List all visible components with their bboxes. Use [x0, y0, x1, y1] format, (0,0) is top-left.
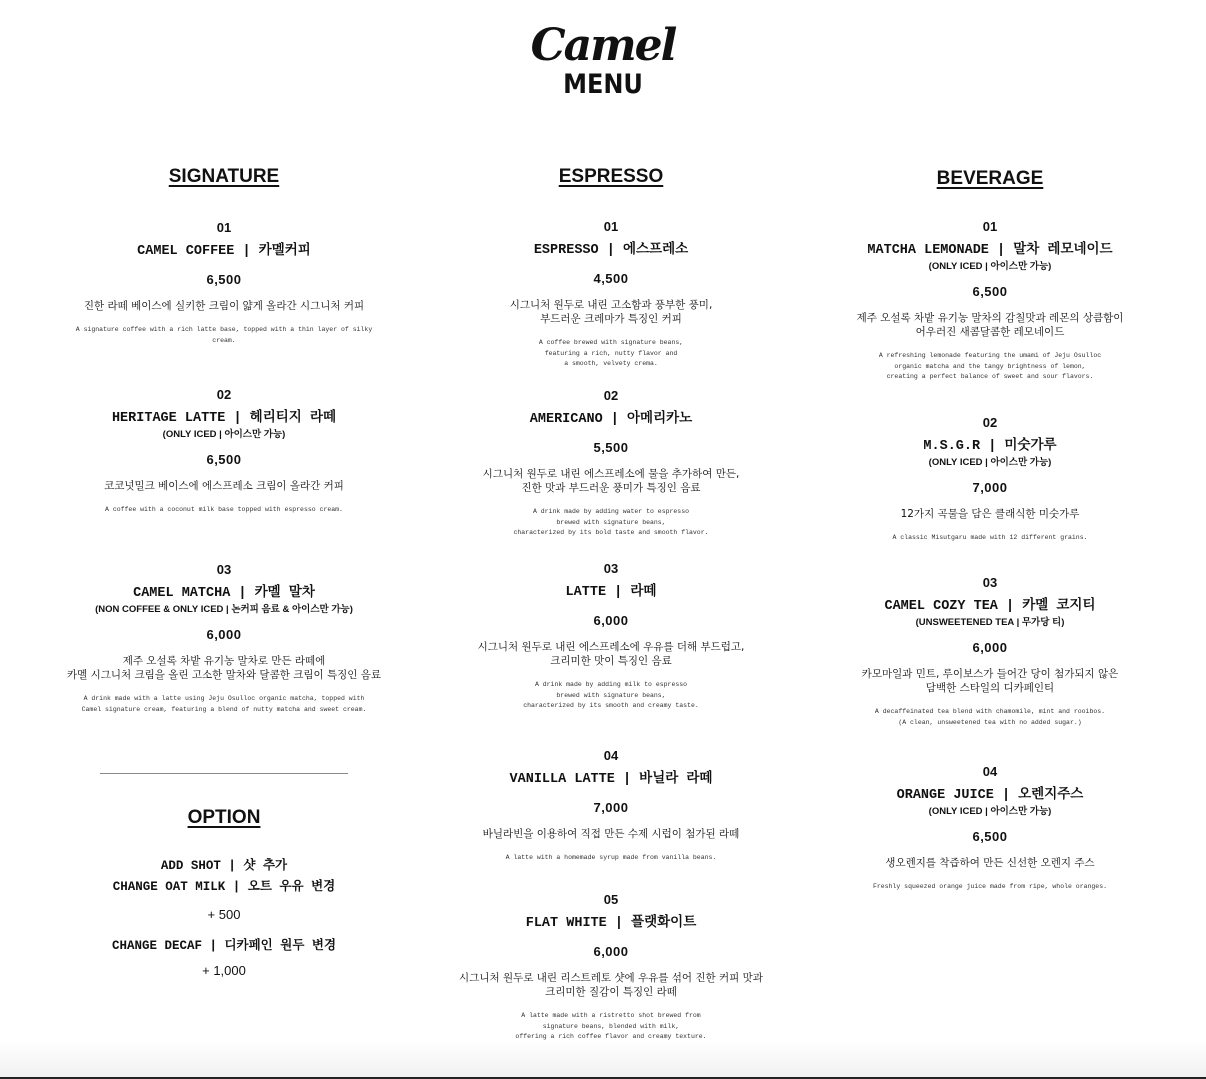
item-description-ko: 시그니처 원두로 내린 고소함과 풍부한 풍미, 부드러운 크레마가 특징인 커피	[509, 299, 713, 325]
item-name: ORANGE JUICE | 오렌지주스	[896, 788, 1084, 803]
item-number: 01	[216, 220, 232, 235]
item-description-en: Freshly squeezed orange juice made from ripe, whole oranges.	[872, 883, 1108, 890]
logo-menu-title: MENU	[563, 68, 643, 100]
item-note: (ONLY ICED | 아이스만 가능)	[162, 429, 286, 440]
item-name: MATCHA LEMONADE | 말차 레모네이드	[867, 243, 1113, 258]
item-description-ko: 생오렌지를 착즙하여 만든 신선한 오렌지 주스	[885, 857, 1095, 869]
item-name: ESPRESSO | 에스프레소	[533, 243, 689, 258]
menu-item	[830, 763, 1150, 893]
item-description-ko: 제주 오설록 차밭 유기농 말차의 감칠맛과 레몬의 상큼함이 어우러진 새콤달콤한 레모네이드	[856, 312, 1124, 338]
item-description-ko: 시그니처 원두로 내린 에스프레소에 물을 추가하여 만든, 진한 맛과 부드러운 풍미가 특징인 음료	[482, 468, 740, 494]
option-title: OPTION	[187, 807, 261, 828]
section-divider	[100, 773, 348, 774]
menu-item	[64, 561, 384, 715]
item-number: 04	[603, 748, 619, 763]
item-name: CAMEL MATCHA | 카멜 말차	[133, 586, 315, 601]
item-number: 04	[982, 764, 998, 779]
espresso-column	[451, 0, 771, 1079]
beverage-title: BEVERAGE	[936, 168, 1044, 189]
menu-item	[830, 414, 1150, 544]
item-description-ko: 진한 라떼 베이스에 실키한 크림이 얇게 올라간 시그니처 커피	[83, 300, 365, 312]
item-price: 6,000	[972, 640, 1008, 655]
item-description-ko: 제주 오설록 차밭 유기농 말차로 만든 라떼에 카멜 시그니처 크림을 올린 고소한 말차와 달콤한 크림이 특징인 음료	[66, 655, 382, 681]
item-name: LATTE | 라떼	[565, 585, 657, 600]
espresso-title: ESPRESSO	[558, 166, 664, 187]
item-description-en: A latte made with a ristretto shot brewed from signature beans, blended with milk, offering a rich coffee flavor and creamy texture.	[515, 1012, 707, 1040]
item-description-en: A classic Misutgaru made with 12 different grains.	[892, 534, 1088, 541]
item-description-en: A drink made with a latte using Jeju Osulloc organic matcha, topped with Camel signature cream, featuring a blend of nutty matcha and sweet cream.	[81, 695, 367, 713]
item-number: 03	[982, 575, 998, 590]
item-price: 7,000	[972, 480, 1008, 495]
item-price: 6,500	[206, 272, 242, 287]
option-decaf: CHANGE DECAF | 디카페인 원두 변경	[111, 939, 337, 953]
item-name: CAMEL COFFEE | 카멜커피	[137, 244, 311, 259]
option-oat-milk: CHANGE OAT MILK | 오트 우유 변경	[112, 880, 336, 894]
item-description-en: A coffee brewed with signature beans, featuring a rich, nutty flavor and a smooth, velvety crema.	[538, 339, 684, 367]
item-description-en: A signature coffee with a rich latte base, topped with a thin layer of silky cream.	[75, 326, 373, 344]
item-name: FLAT WHITE | 플랫화이트	[525, 916, 697, 931]
item-price: 6,500	[972, 284, 1008, 299]
item-description-ko: 시그니처 원두로 내린 에스프레소에 우유를 더해 부드럽고, 크리미한 맛이 특징인 음료	[477, 641, 745, 667]
menu-item	[451, 387, 771, 539]
option-price: + 500	[207, 907, 241, 922]
item-number: 02	[216, 387, 232, 402]
item-note: (NON COFFEE & ONLY ICED | 논커피 음료 & 아이스만 가능)	[95, 604, 353, 615]
item-number: 05	[603, 892, 619, 907]
menu-item	[451, 560, 771, 712]
item-description-ko: 코코넛밀크 베이스에 에스프레소 크림이 올라간 커피	[104, 480, 344, 492]
item-number: 02	[603, 388, 619, 403]
item-name: CAMEL COZY TEA | 카멜 코지티	[884, 599, 1096, 614]
item-name: AMERICANO | 아메리카노	[529, 412, 693, 427]
item-number: 03	[603, 561, 619, 576]
menu-item	[830, 574, 1150, 728]
option-add-shot: ADD SHOT | 샷 추가	[160, 859, 288, 873]
item-description-en: A latte with a homemade syrup made from vanilla beans.	[505, 854, 717, 861]
item-description-ko: 시그니처 원두로 내린 리스트레토 샷에 우유를 섞어 진한 커피 맛과 크리미한 질감이 특징인 라떼	[459, 972, 763, 998]
menu-item	[64, 219, 384, 346]
item-number: 01	[603, 219, 619, 234]
item-price: 5,500	[593, 440, 629, 455]
menu-item	[451, 891, 771, 1043]
menu-item	[451, 747, 771, 864]
item-description-en: A coffee with a coconut milk base topped with espresso cream.	[105, 506, 343, 513]
item-price: 6,000	[593, 613, 629, 628]
item-description-en: A drink made by adding water to espresso brewed with signature beans, characterized by its bold taste and smooth flavor.	[513, 508, 709, 536]
item-note: (ONLY ICED | 아이스만 가능)	[928, 261, 1052, 272]
menu-item	[830, 218, 1150, 383]
item-price: 6,500	[972, 829, 1008, 844]
item-note: (ONLY ICED | 아이스만 가능)	[928, 457, 1052, 468]
item-description-ko: 카모마일과 민트, 루이보스가 들어간 당이 첨가되지 않은 담백한 스타일의 디카페인티	[861, 668, 1119, 694]
menu-item	[451, 218, 771, 370]
option-price: + 1,000	[202, 963, 246, 978]
item-note: (UNSWEETENED TEA | 무가당 티)	[915, 617, 1065, 628]
signature-title: SIGNATURE	[168, 166, 280, 187]
item-description-ko: 바닐라빈을 이용하여 직접 만든 수제 시럽이 첨가된 라떼	[482, 828, 740, 840]
menu-item	[64, 386, 384, 516]
item-price: 7,000	[593, 800, 629, 815]
item-name: HERITAGE LATTE | 헤리티지 라떼	[111, 411, 337, 426]
signature-column	[64, 0, 384, 1079]
bottom-shade	[0, 1040, 1206, 1079]
item-description-en: A decaffeinated tea blend with chamomile, mint and rooibos. (A clean, unsweetened tea with no added sugar.)	[874, 708, 1106, 726]
item-price: 6,000	[593, 944, 629, 959]
item-description-ko: 12가지 곡물을 담은 클래식한 미숫가루	[900, 508, 1080, 520]
item-number: 01	[982, 219, 998, 234]
item-description-en: A drink made by adding milk to espresso brewed with signature beans, characterized by its smooth and creamy taste.	[523, 681, 699, 709]
logo-script: Camel	[530, 20, 676, 71]
item-price: 4,500	[593, 271, 629, 286]
item-note: (ONLY ICED | 아이스만 가능)	[928, 806, 1052, 817]
item-number: 03	[216, 562, 232, 577]
beverage-column	[830, 0, 1150, 1079]
item-price: 6,500	[206, 452, 242, 467]
item-price: 6,000	[206, 627, 242, 642]
item-name: M.S.G.R | 미숫가루	[923, 439, 1057, 454]
item-description-en: A refreshing lemonade featuring the umami of Jeju Osulloc organic matcha and the tangy brightness of lemon, creating a perfect balance of sweet and sour flavors.	[878, 352, 1102, 380]
item-number: 02	[982, 415, 998, 430]
item-name: VANILLA LATTE | 바닐라 라떼	[509, 772, 713, 787]
